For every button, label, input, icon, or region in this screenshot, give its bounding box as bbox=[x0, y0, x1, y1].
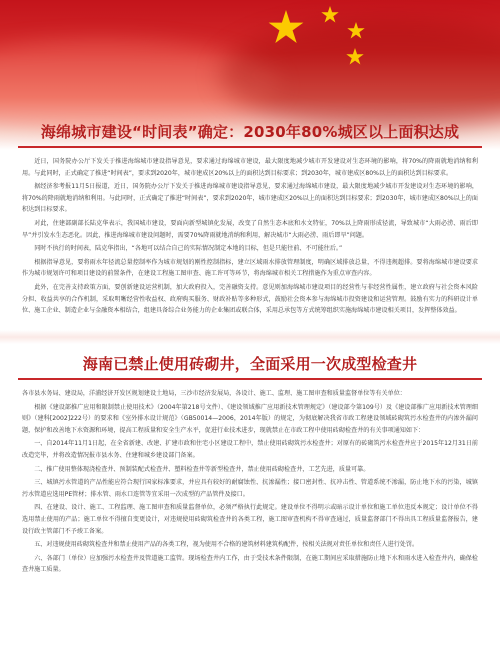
article-1-paragraph: 近日，国务院办公厅下发关于推进海绵城市建设指导意见，要求通过海绵城市建设，最大限度地减少城市开发建设对生态环境的影响，将70%的降雨就地消纳和利用。与此同时，正式确定了推进“时间表”，要求到2020年，城市建成区20%以上的面积达到目标要求；到2030年，城市建成区80%以上的面积达到目标要求。 bbox=[22, 158, 478, 177]
article-2-paragraph: 根据《建设部推广应用和限制禁止使用技术》（2004年第218号文件）、《建设领域推广应用新技术管理规定》（建设部令第109号）及《建设部推广应用新技术管理细则》（建科[2002]222号）的要求和《室外排水设计规范》（GB50014—2006，2014年版）的规定，为彻底解决我省市政工程建设领域砖砌筑污水检查井的内渗外漏问题，保护和改善地下水资源和环境，提高工程质量和安全生产水平，促进行业技术进步，现就禁止在市政工程中使用砖砌检查井的有关事项通知如下： bbox=[22, 403, 478, 434]
article-2-title: 海南已禁止使用砖砌井，全面采用一次成型检查井 bbox=[82, 355, 418, 373]
star-icon bbox=[347, 22, 364, 39]
star-icon bbox=[346, 48, 363, 65]
article-1-paragraph: 此外，在完善支持政策方面，要创新建设运营机制，加大政府投入，完善融资支持。意见则加海绵城市建设项目的经营性与非经营性属性，建立政府与社会资本风险分担、收益共享的合作机制，采取明晰经营性收益权、政府购买服务、财政补贴等多种形式，鼓励社会资本参与海绵城市投资建设和运营管理。鼓励有实力的科研设计单位、施工企业、制造企业与金融资本相结合，组建具备综合业务能力的企业集团或联合体，采用总承包等方式统筹组织实施海绵城市建设相关项目，发挥整体效益。 bbox=[22, 283, 478, 315]
article-2-paragraph: 四、在建设、设计、施工、工程监理、施工图审查和质量监督单位，必须严格执行此规定。建设单位不得明示或暗示设计单位和施工单位违反本规定；设计单位不得选用禁止使用的产品；施工单位不得擅自变更设计，对违规使用砖砌筑检查井的各类工程，施工图审查机构不得审查通过，质量监督部门不得出具工程质量监督报告，建设行政主管部门不予竣工备案。 bbox=[22, 504, 478, 535]
article-2-paragraph: 五、对违规使用砖砌筑检查井和禁止使用产品的各类工程，视为使用不合格的建筑材料建筑构配件，按相关法规对责任单位和责任人进行处罚。 bbox=[34, 541, 419, 549]
title-underline bbox=[18, 146, 482, 148]
section-divider bbox=[0, 330, 500, 344]
article-2-paragraph: 一、自2014年11月1日起，在全省新建、改建、扩建市政和住宅小区建设工程中，禁止使用砖砌筑污水检查井；对原有的砖砌筑污水检查井应于2015年12月31日前改造完毕，并将改造情况报市县水务、住建和城乡建设部门备案。 bbox=[22, 440, 478, 459]
article-2-paragraph: 各市县水务局、建设局，洋浦经济开发区规划建设土地局，三沙市经济发展局，各设计、施工、监理、施工图审查和质量监督单位等有关单位： bbox=[22, 390, 406, 397]
article-2-paragraph: 二、推广使用整体现浇检查井、预制装配式检查井、塑料检查井等新型检查井，禁止使用砖砌检查井，工艺先进，质量可靠。 bbox=[34, 465, 370, 473]
article-section-1 bbox=[18, 121, 482, 319]
article-2-paragraph: 六、各部门（单位）应加强污水检查井及管道施工监管。现场检查井内工作，由于受技术条件限制，在施工期间应采取措施防止地下水和雨水进入检查井内，确保检查井施工质量。 bbox=[22, 554, 478, 574]
title-underline bbox=[18, 378, 482, 380]
article-1-paragraph: 根据指导意见，要将雨水年径流总量控制率作为城市规划的刚性控制指标，建立区域雨水排放管理制度，明确区域排放总量，不得违规超排。要将海绵城市建设要求作为城市规划许可和项目建设的前置条件，在建设工程施工图审查、施工许可等环节，将海绵城市相关工程措施作为重点审查内容。 bbox=[22, 258, 478, 278]
article-1-paragraph: 据经济参考报11月5日报道，近日，国务院办公厅下发关于推进海绵城市建设指导意见，要求通过海绵城市建设，最大限度地减少城市开发建设对生态环境的影响，将70%的降雨就地消纳和利用。与此同时，正式确定了推进“时间表”，要求到2020年，城市建成区20%以上的面积达到目标要求；到2030年，城市建成区80%以上的面积达到目标要求。 bbox=[22, 183, 478, 214]
article-1-paragraph: 同时不执行的时间表，陆克华指出，“各地可以结合自己的实际情况制定本地的目标，但是只能往前、不可能往后。” bbox=[34, 245, 343, 253]
star-icon bbox=[321, 6, 338, 23]
article-1-title: 海绵城市建设“时间表”确定：2030年80%城区以上面积达成 bbox=[40, 123, 460, 141]
article-1-paragraph: 对此，住建部副部长陆克华表示，我国城市建设，要面向新型城镇化发展，改变了自然生态本底和水文特征，70%以上降雨形成径流，导致城市“大雨必涝、雨后即旱”并引发水生态恶化。因此，推进海绵城市建设问题时，需要70%降雨就地消纳和利用，解决城市“大雨必涝、雨后即旱”问题。 bbox=[22, 219, 478, 239]
star-icon bbox=[269, 10, 304, 43]
article-section-2 bbox=[18, 353, 482, 578]
article-2-paragraph: 三、城镇污水管道的产品性能应符合现行国家标准要求，并应具有较好的耐腐蚀性、抗渗漏性；接口密封性、抗冲击性、管道系统不渗漏，防止地下水的污染，城镇污水管道应选用PE管材；排水管、雨水口连管等宜采用一次成型的产品管件及接口。 bbox=[22, 479, 478, 498]
